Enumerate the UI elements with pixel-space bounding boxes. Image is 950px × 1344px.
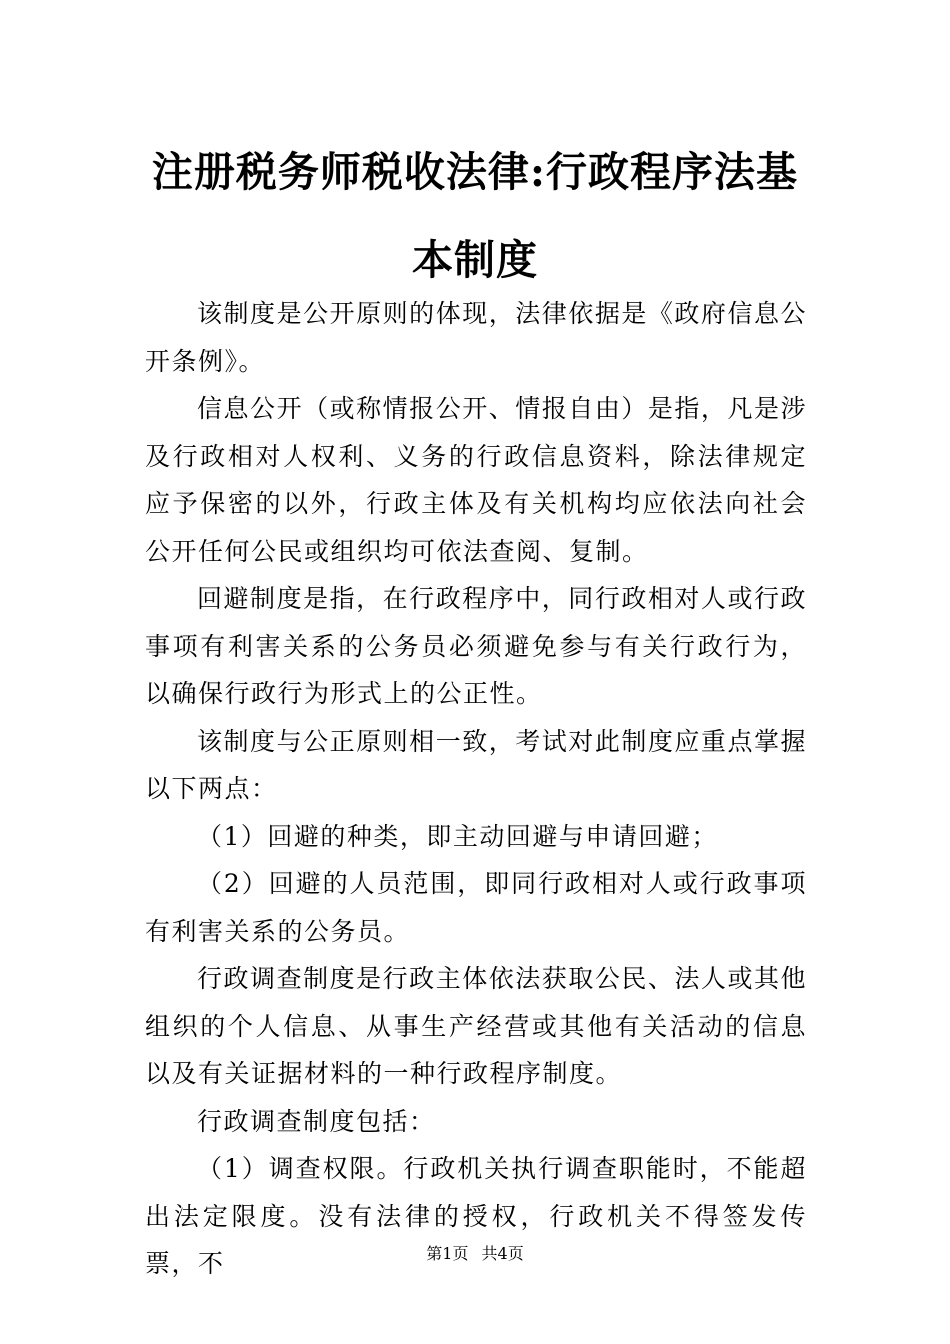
page-total: 共4页 [481, 1244, 524, 1263]
page-number: 第1页 [426, 1244, 469, 1263]
page-footer [0, 1241, 950, 1264]
document-title: 注册税务师税收法律:行政程序法基本制度 [151, 148, 799, 284]
list-item: （1）回避的种类，即主动回避与申请回避； [197, 821, 718, 851]
paragraph: 信息公开（或称情报公开、情报自由）是指，凡是涉及行政相对人权利、义务的行政信息资料，除法律规定应予保密的以外，行政主体及有关机构均应依法向社会公开任何公民或组织均可依法查阅、复制。 [145, 394, 807, 566]
paragraph: 该制度与公正原则相一致，考试对此制度应重点掌握以下两点： [145, 726, 807, 803]
document-body [145, 290, 807, 1288]
paragraph: 行政调查制度包括： [197, 1106, 436, 1136]
list-item: （1）调查权限。行政机关执行调查职能时，不能超出法定限度。没有法律的授权，行政机关不得签发传票，不 [145, 1154, 807, 1278]
paragraph: 回避制度是指，在行政程序中，同行政相对人或行政事项有利害关系的公务员必须避免参与有关行政行为，以确保行政行为形式上的公正性。 [145, 584, 807, 708]
list-item: （2）回避的人员范围，即同行政相对人或行政事项有利害关系的公务员。 [145, 869, 807, 946]
paragraph: 该制度是公开原则的体现，法律依据是《政府信息公开条例》。 [145, 299, 807, 376]
paragraph: 行政调查制度是行政主体依法获取公民、法人或其他组织的个人信息、从事生产经营或其他有关活动的信息以及有关证据材料的一种行政程序制度。 [145, 964, 807, 1088]
